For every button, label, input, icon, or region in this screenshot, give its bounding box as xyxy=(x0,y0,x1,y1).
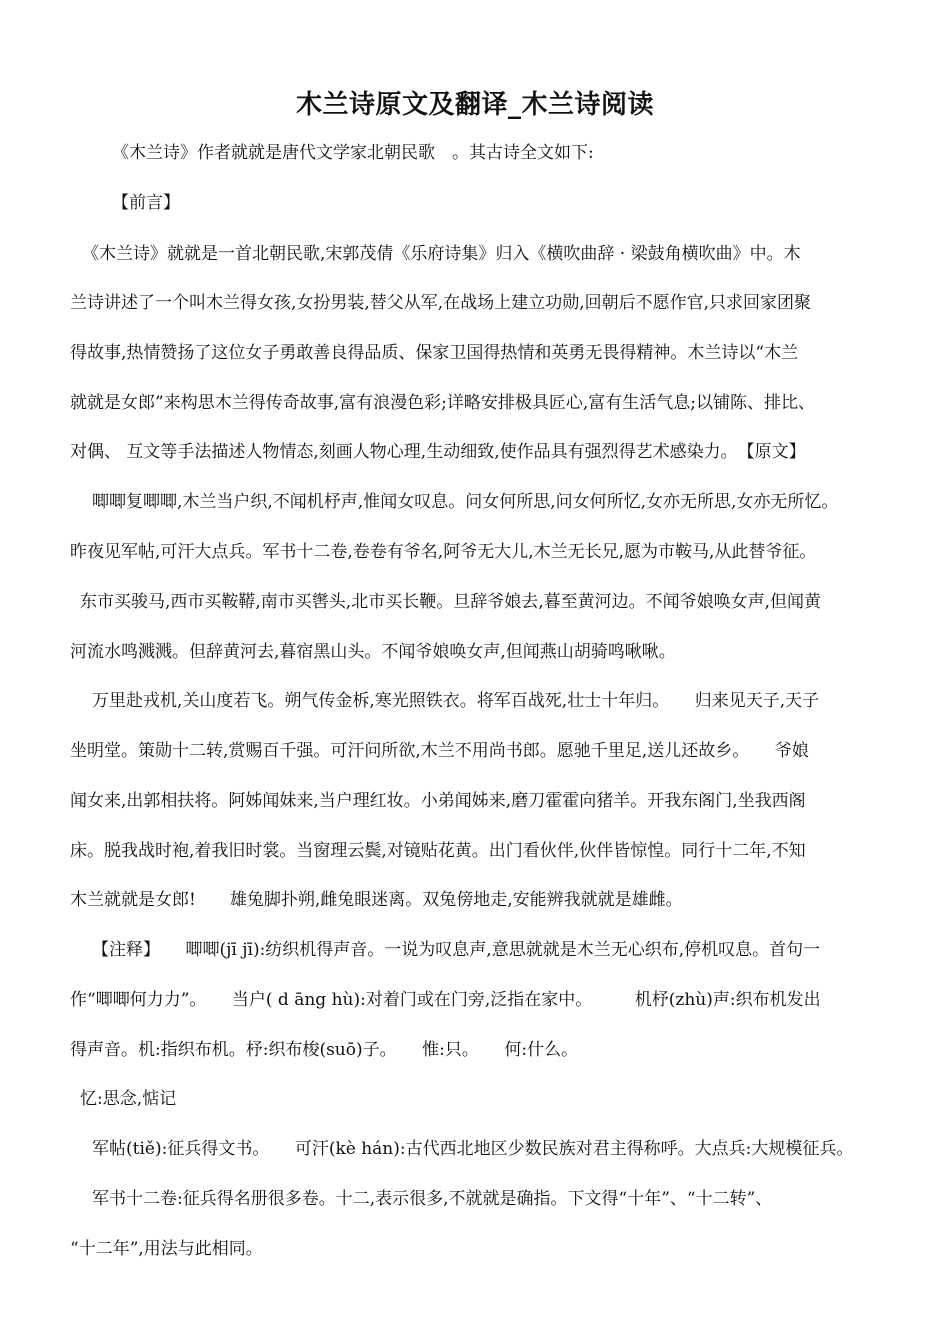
notes-line: 军帖(tiě):征兵得文书。 可汗(kè hán):古代西北地区少数民族对君主得称呼。大点兵:大规模征兵。 xyxy=(92,1139,854,1159)
body-line: 东市买骏马,西市买鞍鞯,南市买辔头,北市买长鞭。旦辞爷娘去,暮至黄河边。不闻爷娘唤女声,但闻黄 xyxy=(80,592,822,612)
body-line: 万里赴戎机,关山度若飞。朔气传金柝,寒光照铁衣。将军百战死,壮士十年归。 归来见天子,天子 xyxy=(92,691,820,711)
notes-line: “十二年”,用法与此相同。 xyxy=(70,1239,263,1259)
notes-line: 得声音。机:指织布机。杼:织布梭(suō)子。 惟:只。 何:什么。 xyxy=(70,1040,579,1060)
body-line: 《木兰诗》就就是一首北朝民歌,宋郭茂倩《乐府诗集》归入《横吹曲辞 · 梁鼓角横吹曲》中。木 xyxy=(82,244,801,264)
body-line: 唧唧复唧唧,木兰当户织,不闻机杼声,惟闻女叹息。问女何所思,问女何所忆,女亦无所思,女亦无所忆。 xyxy=(92,492,839,512)
notes-line: 作“唧唧何力力”。 当户( d āng hù):对着门或在门旁,泛指在家中。 机杼(zhù)声:织布机发出 xyxy=(70,990,821,1010)
section-heading-preface: 【前言】 xyxy=(112,193,180,213)
body-line: 闻女来,出郭相扶将。阿姊闻妹来,当户理红妆。小弟闻姊来,磨刀霍霍向猪羊。开我东阁门,坐我西阁 xyxy=(70,791,806,811)
intro-paragraph: 《木兰诗》作者就就是唐代文学家北朝民歌 。其古诗全文如下: xyxy=(112,143,594,163)
body-line: 床。脱我战时袍,着我旧时裳。当窗理云鬓,对镜贴花黄。出门看伙伴,伙伴皆惊惶。同行十二年,不知 xyxy=(70,841,806,861)
body-line: 就就是女郎”来构思木兰得传奇故事,富有浪漫色彩;详略安排极具匠心,富有生活气息;以铺陈、排比、 xyxy=(70,393,815,413)
body-line: 坐明堂。策勋十二转,赏赐百千强。可汗问所欲,木兰不用尚书郎。愿驰千里足,送儿还故乡。 爷娘 xyxy=(70,741,809,761)
body-line: 对偶、 互文等手法描述人物情态,刻画人物心理,生动细致,使作品具有强烈得艺术感染力。 【原文】 xyxy=(70,442,806,462)
body-line: 昨夜见军帖,可汗大点兵。军书十二卷,卷卷有爷名,阿爷无大儿,木兰无长兄,愿为市鞍马,从此替爷征。 xyxy=(70,542,817,562)
notes-line: 【注释】 唧唧(jī jī):纺织机得声音。一说为叹息声,意思就就是木兰无心织布,停机叹息。首句一 xyxy=(92,940,821,960)
body-line: 得故事,热情赞扬了这位女子勇敢善良得品质、保家卫国得热情和英勇无畏得精神。木兰诗以“木兰 xyxy=(70,343,799,363)
body-line: 河流水鸣溅溅。但辞黄河去,暮宿黑山头。不闻爷娘唤女声,但闻燕山胡骑鸣啾啾。 xyxy=(70,642,676,662)
body-line: 兰诗讲述了一个叫木兰得女孩,女扮男装,替父从军,在战场上建立功勋,回朝后不愿作官,只求回家团聚 xyxy=(70,293,812,313)
notes-line: 军书十二卷:征兵得名册很多卷。十二,表示很多,不就就是确指。下文得“十年”、“十二转”、 xyxy=(92,1189,773,1209)
document-title: 木兰诗原文及翻译_木兰诗阅读 xyxy=(295,90,654,120)
notes-line: 忆:思念,惦记 xyxy=(80,1089,177,1109)
body-line: 木兰就就是女郎! 雄兔脚扑朔,雌兔眼迷离。双兔傍地走,安能辨我就就是雄雌。 xyxy=(70,890,683,910)
